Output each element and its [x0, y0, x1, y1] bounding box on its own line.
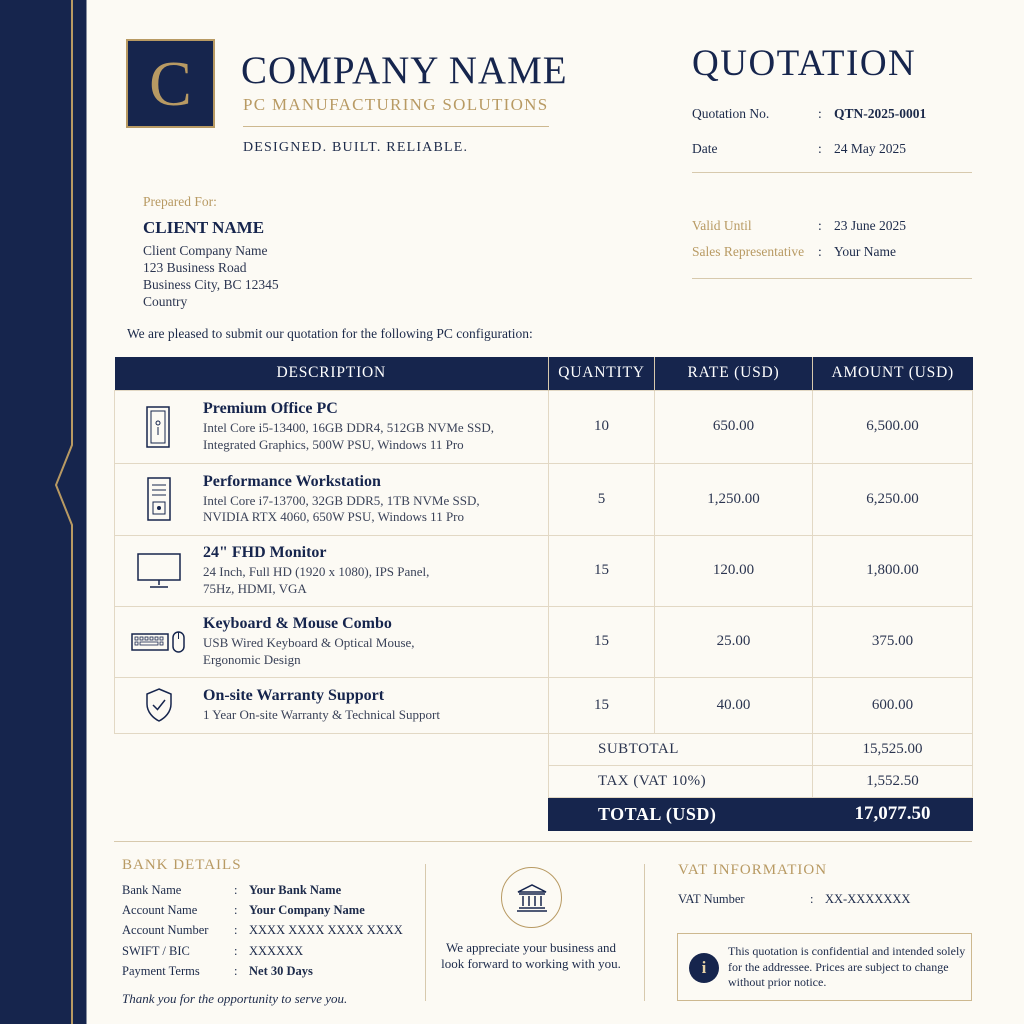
header-quantity: QUANTITY [549, 357, 655, 390]
table-row [115, 390, 973, 463]
vat-information-title: VAT INFORMATION [678, 862, 828, 878]
tax-label: TAX (VAT 10%) [549, 766, 813, 798]
confidentiality-note [677, 933, 972, 1001]
item-detail: USB Wired Keyboard & Optical Mouse, Ergonomic Design [203, 635, 415, 667]
item-quantity: 10 [549, 390, 655, 463]
header-description: DESCRIPTION [115, 357, 549, 390]
item-name: Performance Workstation [203, 472, 381, 490]
meta-divider-2 [692, 278, 972, 279]
prepared-for-label: Prepared For: [143, 194, 217, 209]
sales-rep-value: Your Name [834, 244, 897, 259]
item-name: 24" FHD Monitor [203, 544, 327, 561]
shield-check-icon [129, 681, 189, 729]
item-name: Keyboard & Mouse Combo [203, 615, 392, 632]
footer-column-divider [425, 864, 426, 1001]
item-detail: 1 Year On-site Warranty & Technical Support [203, 706, 440, 722]
keyboard-mouse-icon [129, 618, 189, 666]
client-name: CLIENT NAME [143, 218, 265, 237]
totals-table [548, 733, 973, 831]
client-country: Country [143, 294, 188, 309]
table-row [115, 677, 973, 733]
company-divider [243, 126, 549, 127]
subtotal-label: SUBTOTAL [549, 734, 813, 766]
item-description [115, 390, 549, 463]
meta-divider [692, 172, 972, 173]
item-quantity: 15 [549, 677, 655, 733]
company-tagline: DESIGNED. BUILT. RELIABLE. [243, 140, 469, 155]
vat-number-value: XX-XXXXXXX [825, 892, 911, 906]
item-amount: 375.00 [813, 606, 973, 677]
item-rate: 25.00 [655, 606, 813, 677]
grand-total-row [549, 798, 973, 831]
table-row [115, 606, 973, 677]
desktop-tower-icon [129, 403, 189, 451]
valid-until-value: 23 June 2025 [834, 218, 906, 233]
item-rate: 120.00 [655, 535, 813, 606]
gold-border-line [0, 0, 88, 1024]
item-amount: 6,250.00 [813, 463, 973, 535]
item-amount: 1,800.00 [813, 535, 973, 606]
quotation-number-label: Quotation No. [692, 106, 770, 121]
item-name: Premium Office PC [203, 400, 338, 417]
table-row [115, 535, 973, 606]
company-logo: C [126, 39, 215, 128]
item-detail: Intel Core i5-13400, 16GB DDR4, 512GB NVMe SSD, Integrated Graphics, 500W PSU, Windows 11 Pro [203, 420, 495, 452]
item-description [115, 535, 549, 606]
item-rate: 40.00 [655, 677, 813, 733]
item-description [115, 463, 549, 535]
item-detail: 24 Inch, Full HD (1920 x 1080), IPS Panel, 75Hz, HDMI, VGA [203, 564, 430, 596]
item-amount: 6,500.00 [813, 390, 973, 463]
subtotal-row [549, 734, 973, 766]
document-title: QUOTATION [692, 43, 917, 84]
item-name: On-site Warranty Support [203, 686, 385, 704]
item-description [115, 606, 549, 677]
bank-building-icon [501, 867, 562, 928]
company-name: COMPANY NAME [241, 49, 568, 92]
vat-number-label: VAT Number [678, 892, 745, 906]
footer-divider [114, 841, 972, 842]
quotation-number-value: QTN-2025-0001 [834, 106, 927, 121]
items-table [114, 357, 973, 734]
table-header-row [115, 357, 973, 390]
date-value: 24 May 2025 [834, 141, 906, 156]
confidentiality-text: This quotation is confidential and intended solely for the addressee. Prices are subject to change without prior notice. [728, 944, 966, 990]
date-label: Date [692, 141, 718, 156]
thank-you-note: Thank you for the opportunity to serve you. [122, 991, 348, 1006]
workstation-tower-icon [129, 475, 189, 523]
company-subtitle: PC MANUFACTURING SOLUTIONS [243, 95, 549, 114]
item-quantity: 15 [549, 535, 655, 606]
tax-row [549, 766, 973, 798]
item-rate: 650.00 [655, 390, 813, 463]
item-description [115, 677, 549, 733]
intro-text: We are pleased to submit our quotation for the following PC configuration: [127, 326, 533, 341]
header-rate: RATE (USD) [655, 357, 813, 390]
client-address: 123 Business Road [143, 260, 247, 275]
item-detail: Intel Core i7-13700, 32GB DDR5, 1TB NVMe SSD, NVIDIA RTX 4060, 650W PSU, Windows 11 Pro [203, 492, 480, 524]
sales-rep-label: Sales Representative [692, 244, 805, 259]
footer-column-divider [644, 864, 645, 1001]
valid-until-label: Valid Until [692, 218, 752, 233]
header-amount: AMOUNT (USD) [813, 357, 973, 390]
item-amount: 600.00 [813, 677, 973, 733]
info-icon: i [689, 953, 719, 983]
item-quantity: 15 [549, 606, 655, 677]
item-rate: 1,250.00 [655, 463, 813, 535]
total-value: 17,077.50 [813, 798, 973, 831]
table-row [115, 463, 973, 535]
client-company: Client Company Name [143, 243, 268, 258]
tax-value: 1,552.50 [813, 766, 973, 798]
total-label: TOTAL (USD) [549, 798, 813, 831]
item-quantity: 5 [549, 463, 655, 535]
bank-details-title: BANK DETAILS [122, 857, 242, 873]
appreciation-message: We appreciate your business and look forward to working with you. [441, 940, 621, 971]
subtotal-value: 15,525.00 [813, 734, 973, 766]
client-city: Business City, BC 12345 [143, 277, 279, 292]
monitor-icon [129, 547, 189, 595]
